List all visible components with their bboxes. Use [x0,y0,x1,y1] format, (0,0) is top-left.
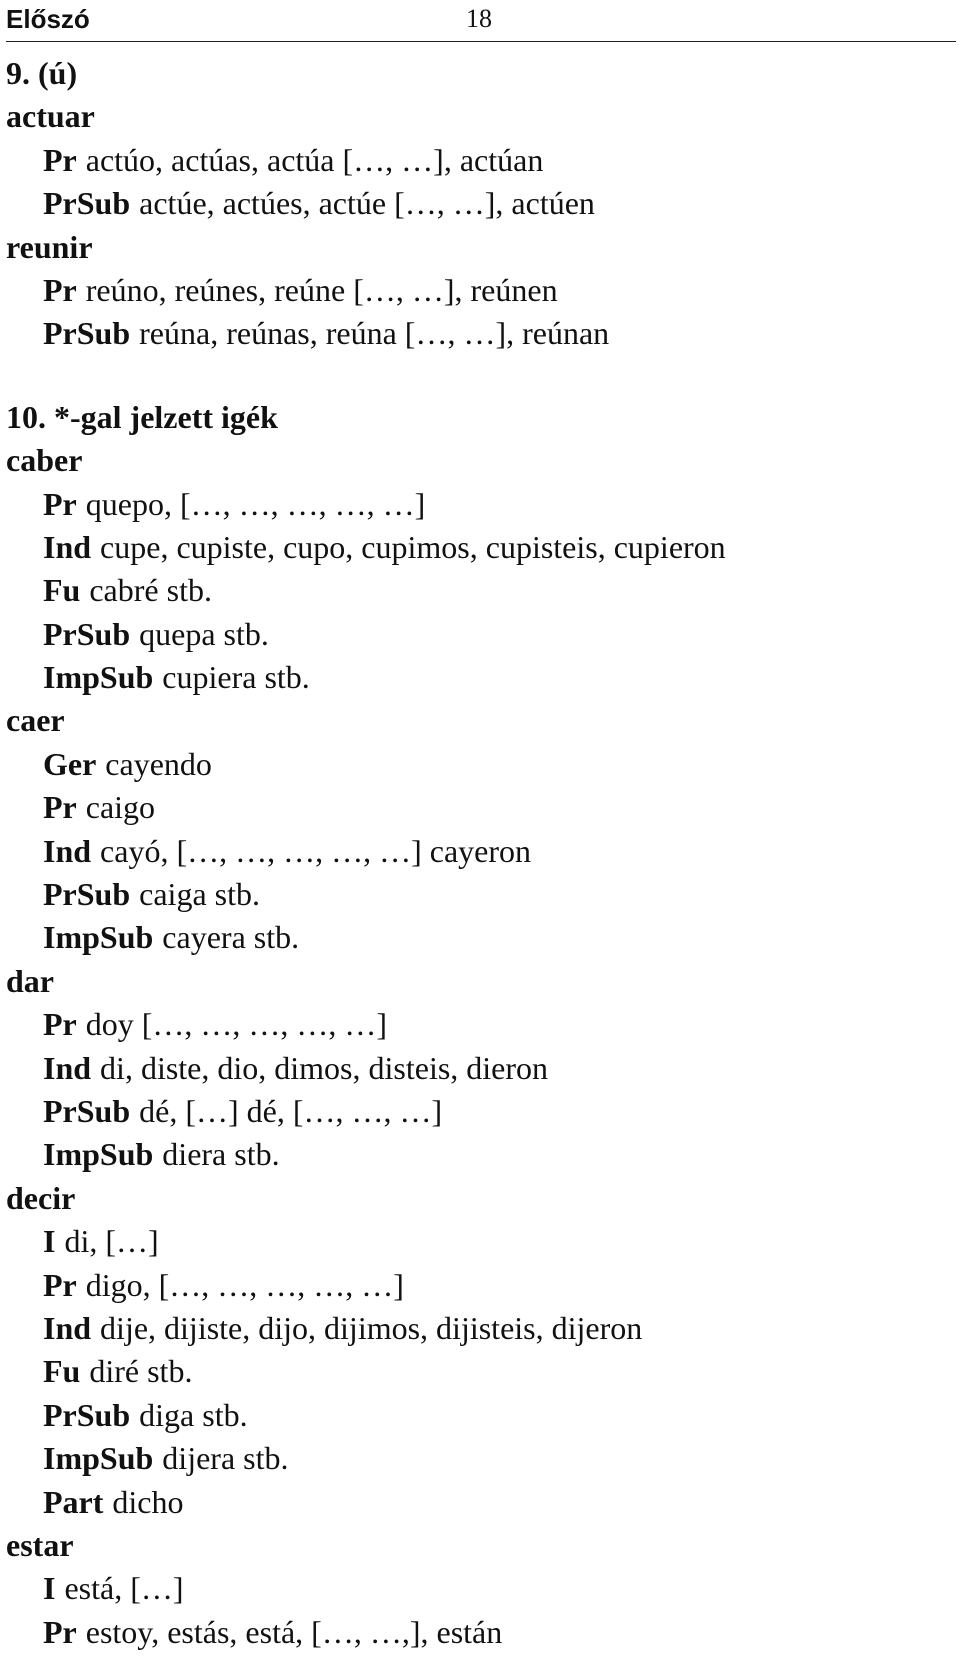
tense-label: I [43,1223,56,1260]
conjugation-entry [6,526,956,569]
conjugation-entry [6,1264,956,1307]
verb-headword: estar [6,1526,74,1563]
tense-label: PrSub [43,315,131,352]
tense-label: Ind [43,1049,92,1086]
conjugation-entry [6,312,956,355]
conjugation-entry [6,786,956,829]
tense-label: Pr [43,1006,77,1043]
verb-forms: diré stb. [89,1353,193,1390]
verb-forms: di, […] [64,1223,159,1260]
verb-forms: dicho [112,1483,184,1520]
page-number: 18 [466,4,492,33]
conjugation-entry [6,483,956,526]
conjugation-entry [6,916,956,959]
verb-forms: está, […] [64,1570,184,1607]
tense-label: Pr [43,1613,77,1650]
verb-forms: actúo, actúas, actúa […, …], actúan [85,141,544,178]
conjugation-entry [6,830,956,873]
tense-label: ImpSub [43,1136,154,1173]
verb-headword: caber [6,442,83,479]
conjugation-entry [6,1611,956,1654]
verb-forms: estoy, estás, está, […, …,], están [85,1613,503,1650]
verb-forms: digo, […, …, …, …, …] [85,1266,404,1303]
tense-label: Pr [43,789,77,826]
tense-label: PrSub [43,1396,131,1433]
conjugation-entry [6,1567,956,1610]
conjugation-entry [6,1090,956,1133]
conjugation-entry [6,1133,956,1176]
tense-label: ImpSub [43,1440,154,1477]
page-header [6,0,956,42]
verb-forms: cayera stb. [162,919,300,956]
verb-forms: di, diste, dio, dimos, disteis, dieron [100,1049,549,1086]
verb-forms: dije, dijiste, dijo, dijimos, dijisteis, dijeron [100,1309,643,1346]
verb-forms: dé, […] dé, […, …, …] [139,1092,443,1129]
conjugation-list [6,52,956,1654]
tense-label: Ind [43,832,92,869]
tense-label: I [43,1570,56,1607]
conjugation-entry [6,656,956,699]
conjugation-entry [6,743,956,786]
verb-headword: dar [6,962,54,999]
verb-forms: cupe, cupiste, cupo, cupimos, cupisteis, cupieron [100,528,726,565]
running-title: Előszó [6,4,90,34]
tense-label: Ind [43,528,92,565]
verb-forms: dijera stb. [162,1440,289,1477]
conjugation-entry [6,1394,956,1437]
verb-forms: diera stb. [162,1136,280,1173]
tense-label: ImpSub [43,659,154,696]
verb-forms: quepo, […, …, …, …, …] [85,485,426,522]
conjugation-entry [6,182,956,225]
conjugation-entry [6,1047,956,1090]
verb-headword: decir [6,1179,76,1216]
tense-label: PrSub [43,876,131,913]
conjugation-entry [6,1350,956,1393]
tense-label: Fu [43,572,81,609]
conjugation-entry [6,1481,956,1524]
tense-label: PrSub [43,615,131,652]
verb-forms: caiga stb. [139,876,260,913]
conjugation-entry [6,569,956,612]
verb-headword: actuar [6,98,95,135]
section-title: 9. (ú) [6,55,78,91]
tense-label: Pr [43,1266,77,1303]
verb-headword: reunir [6,228,93,265]
conjugation-entry [6,1437,956,1480]
tense-label: Pr [43,141,77,178]
verb-forms: cayendo [105,745,212,782]
section-title: 10. *-gal jelzett igék [6,398,278,435]
verb-forms: actúe, actúes, actúe […, …], actúen [139,185,595,222]
verb-headword: caer [6,702,65,739]
conjugation-entry [6,139,956,182]
verb-forms: cayó, […, …, …, …, …] cayeron [100,832,532,869]
conjugation-entry [6,269,956,312]
verb-forms: doy […, …, …, …, …] [85,1006,388,1043]
conjugation-entry [6,1003,956,1046]
verb-forms: reúna, reúnas, reúna […, …], reúnan [139,315,610,352]
tense-label: Pr [43,271,77,308]
verb-forms: cupiera stb. [162,659,310,696]
conjugation-entry [6,873,956,916]
conjugation-entry [6,1307,956,1350]
verb-forms: diga stb. [139,1396,248,1433]
verb-forms: quepa stb. [139,615,269,652]
verb-forms: reúno, reúnes, reúne […, …], reúnen [85,271,558,308]
tense-label: Ind [43,1309,92,1346]
tense-label: Ger [43,745,97,782]
verb-forms: cabré stb. [89,572,212,609]
conjugation-entry [6,613,956,656]
tense-label: Fu [43,1353,81,1390]
tense-label: ImpSub [43,919,154,956]
verb-forms: caigo [85,789,156,826]
tense-label: PrSub [43,185,131,222]
conjugation-entry [6,1220,956,1263]
tense-label: Part [43,1483,104,1520]
tense-label: PrSub [43,1092,131,1129]
tense-label: Pr [43,485,77,522]
